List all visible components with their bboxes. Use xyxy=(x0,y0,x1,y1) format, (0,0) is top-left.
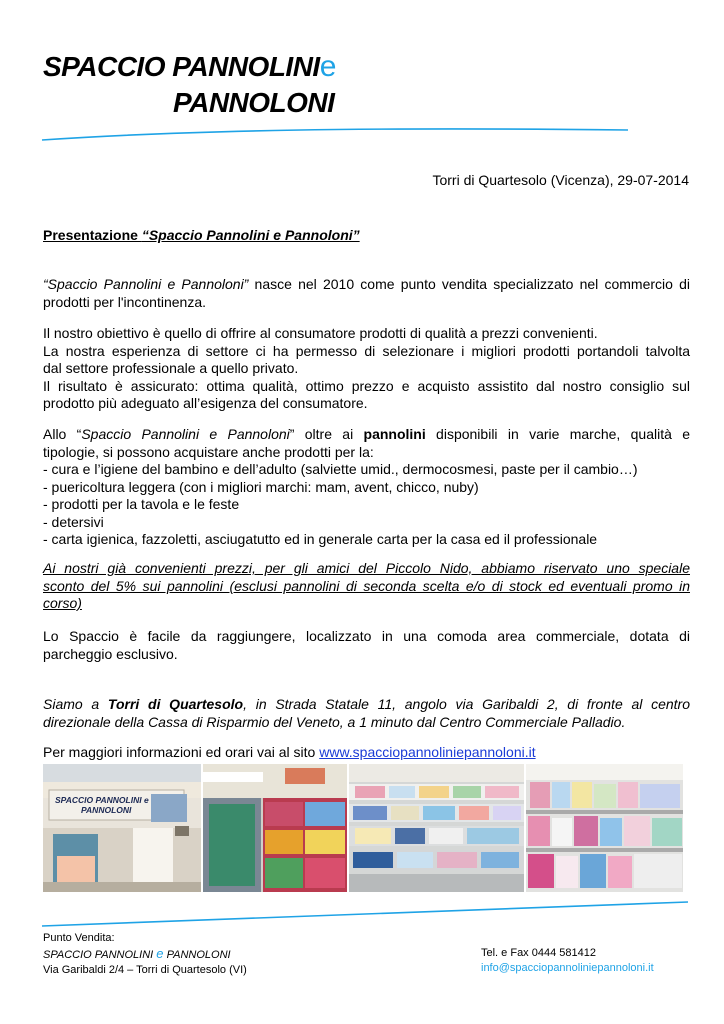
promo-line-1: Ai nostri già convenienti prezzi, per gli amici del Piccolo Nido, abbiamo riservato uno speciale xyxy=(43,560,690,576)
offer-pre: Allo “ xyxy=(43,426,82,442)
offer-item: - prodotti per la tavola e le feste xyxy=(43,496,240,512)
location-place: Torri di Quartesolo xyxy=(107,696,244,712)
shelves-photo-1 xyxy=(203,764,348,892)
info-text: Per maggiori informazioni ed orari vai al sito xyxy=(43,744,320,760)
date-line: Torri di Quartesolo (Vicenza), 29-07-2014 xyxy=(432,172,689,188)
offer-name: Spaccio Pannolini e Pannoloni xyxy=(81,426,290,442)
store-photos xyxy=(43,764,683,892)
footer-label: Punto Vendita: xyxy=(43,932,115,944)
promo-line-3: corso) xyxy=(43,595,82,611)
footer-shop-name xyxy=(43,946,247,963)
objective-line-5: prodotto più adeguato all’esigenza del consumatore. xyxy=(43,395,368,411)
intro-rest: nasce nel 2010 come punto vendita specializzato nel commercio di xyxy=(248,276,690,292)
footer-right xyxy=(481,946,654,976)
reach-line-1: Lo Spaccio è facile da raggiungere, localizzato in una comoda area commerciale, dotata di xyxy=(43,628,690,644)
storefront-sign xyxy=(55,795,149,815)
top-swoosh-decoration xyxy=(40,124,630,146)
offer-item: - puericoltura leggera (con i migliori marchi: mam, avent, chicco, nuby) xyxy=(43,478,479,495)
promo-line-2: sconto del 5% sui pannolini (esclusi pannolini di seconda scelta e/o di stock ed eventuali promo in xyxy=(43,577,690,594)
objective-line-3: dal settore professionale a quello privato. xyxy=(43,360,299,376)
location-line-2: direzionale della Cassa di Risparmio del Veneto, a 1 minuto dal Centro Commerciale Palladio. xyxy=(43,713,626,730)
offer-post: disponibili in varie marche, qualità e xyxy=(425,426,690,442)
reach-paragraph xyxy=(43,628,690,663)
location-rest: , in Strada Statale 11, angolo via Garibaldi 2, di fronte al centro xyxy=(243,696,690,712)
logo-line-2: PANNOLONI xyxy=(173,87,335,118)
logo-line-1 xyxy=(43,50,336,84)
objective-line-2: La nostra esperienza di settore ci ha permesso di selezionare i migliori prodotti portandoli talvolta xyxy=(43,342,690,359)
offer-paragraph xyxy=(43,426,690,549)
title-name: “Spaccio Pannolini e Pannoloni” xyxy=(141,227,360,243)
footer-phone: Tel. e Fax 0444 581412 xyxy=(481,947,596,959)
storefront-photo xyxy=(43,764,201,892)
sign-line-2: PANNOLONI xyxy=(81,805,132,815)
offer-mid: ” oltre ai xyxy=(289,426,364,442)
footer-address: Via Garibaldi 2/4 – Torri di Quartesolo (VI) xyxy=(43,964,247,976)
shelves-photo-3 xyxy=(526,764,684,892)
offer-item: - detersivi xyxy=(43,513,104,530)
offer-bold-word: pannolini xyxy=(363,426,426,442)
offer-item: - carta igienica, fazzoletti, asciugatutto ed in generale carta per la casa ed il professionale xyxy=(43,531,598,547)
info-line xyxy=(43,744,690,762)
footer-email-link[interactable]: info@spacciopannoliniepannoloni.it xyxy=(481,962,654,974)
objective-line-4: Il risultato è assicurato: ottima qualità, ottimo prezzo e acquisto assistito dal nostro consiglio sul xyxy=(43,377,690,394)
footer-name-e: e xyxy=(156,946,164,961)
website-link[interactable]: www.spacciopannoliniepannoloni.it xyxy=(319,744,536,760)
title-prefix: Presentazione xyxy=(43,227,142,243)
offer-item: - cura e l’igiene del bambino e dell’adulto (salviette umid., dermocosmesi, paste per il cambio…) xyxy=(43,461,638,477)
logo-e: e xyxy=(319,50,336,83)
intro-paragraph xyxy=(43,276,690,311)
page-title xyxy=(43,227,360,243)
shelves-photo-2 xyxy=(349,764,523,892)
objective-line-1: Il nostro obiettivo è quello di offrire al consumatore prodotti di qualità a prezzi convenienti. xyxy=(43,325,598,341)
offer-line-2: tipologie, si possono acquistare anche prodotti per la: xyxy=(43,443,374,460)
footer-name-a: SPACCIO PANNOLINI xyxy=(43,949,157,961)
location-paragraph xyxy=(43,696,690,731)
intro-name: “Spaccio Pannolini e Pannoloni” xyxy=(43,276,249,292)
promo-paragraph xyxy=(43,560,690,613)
location-pre: Siamo a xyxy=(43,696,108,712)
bottom-swoosh-decoration xyxy=(40,898,690,932)
reach-line-2: parcheggio esclusivo. xyxy=(43,645,178,662)
footer-left xyxy=(43,931,247,978)
footer-name-b: PANNOLONI xyxy=(163,949,231,961)
logo-text-spaccio: SPACCIO PANNOLINI xyxy=(43,51,320,82)
sign-line-1: SPACCIO PANNOLINI e xyxy=(55,795,149,805)
objective-paragraph xyxy=(43,325,690,413)
intro-line-2: prodotti per l'incontinenza. xyxy=(43,293,206,310)
